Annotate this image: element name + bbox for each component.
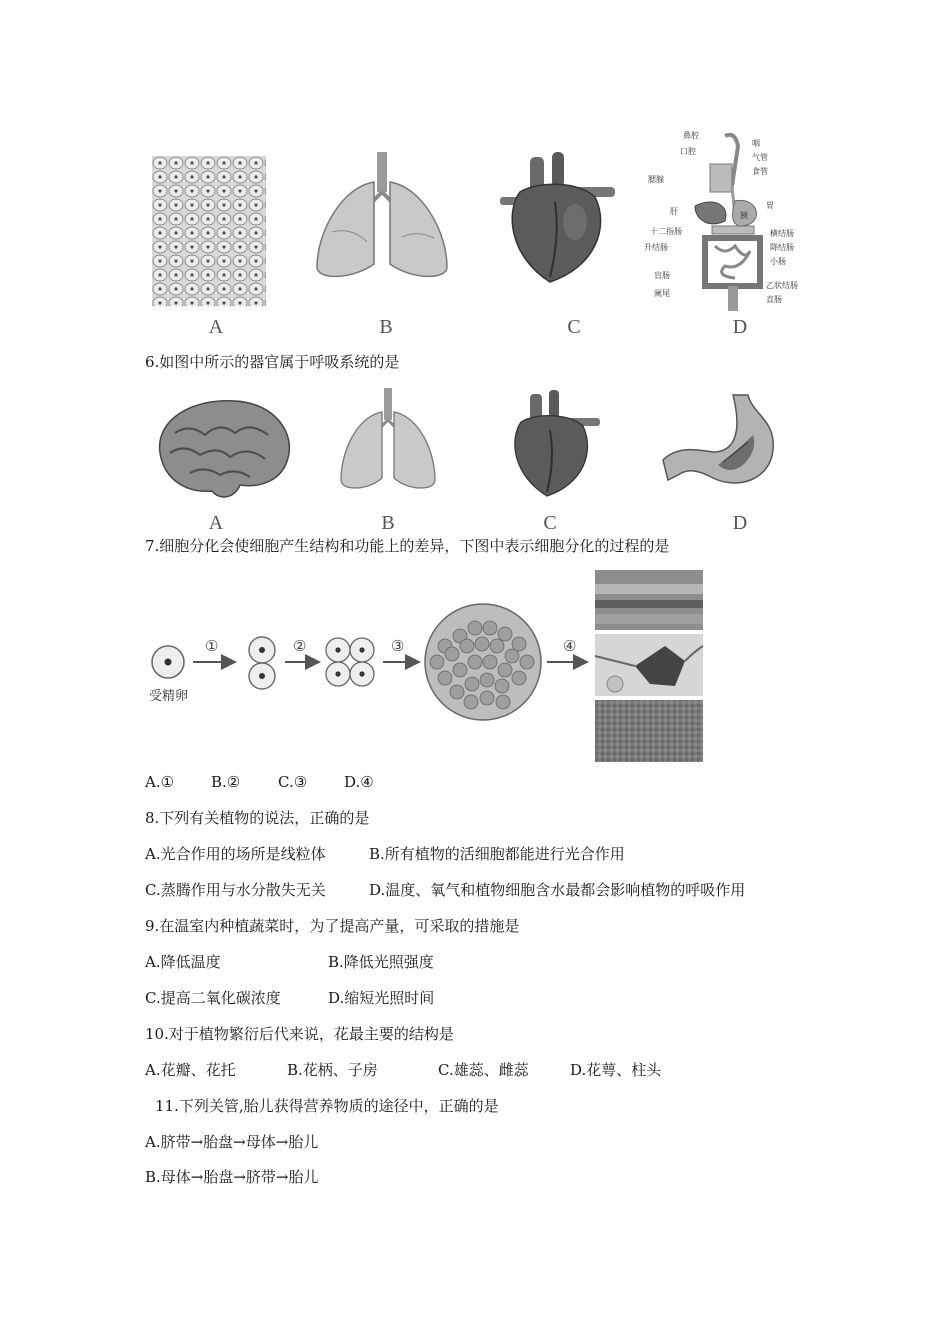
stomach-image xyxy=(658,390,778,495)
step-4-label: ④ xyxy=(563,637,577,655)
question-10-text: 10.对于植物繁衍后代来说，花最主要的结构是 xyxy=(145,1025,454,1043)
step-2-label: ② xyxy=(293,637,307,655)
label-small-intestine: 小肠 xyxy=(770,257,786,266)
label-descending-colon: 降结肠 xyxy=(770,243,794,252)
figure1-letter-a: A xyxy=(208,316,224,338)
label-rectum: 直肠 xyxy=(766,295,782,304)
label-pharynx: 咽 xyxy=(752,139,760,148)
label-cecum: 盲肠 xyxy=(654,271,670,280)
muscle-tissue-image xyxy=(595,570,703,630)
label-appendix: 阑尾 xyxy=(654,289,670,298)
cell-differentiation-diagram xyxy=(145,566,710,766)
question-11-text: 11.下列关管,胎儿获得营养物质的途径中，正确的是 xyxy=(155,1097,499,1115)
cell-mass xyxy=(425,604,541,720)
q6-letter-c: C xyxy=(543,512,557,534)
label-trachea: 气管 xyxy=(752,153,768,162)
label-parotid: 腮腺 xyxy=(648,175,664,184)
step-3-label: ③ xyxy=(391,637,405,655)
q6-letter-d: D xyxy=(732,512,748,534)
q7-option-c[interactable]: C.③ xyxy=(278,773,308,791)
question-9-text: 9.在温室内种植蔬菜时，为了提高产量，可采取的措施是 xyxy=(145,917,520,935)
label-oral-cavity: 口腔 xyxy=(680,147,696,156)
q8-option-c[interactable]: C.蒸腾作用与水分散失无关 xyxy=(145,881,326,899)
q6-letter-a: A xyxy=(208,512,224,534)
q7-option-b[interactable]: B.② xyxy=(211,773,241,791)
label-sigmoid-colon: 乙状结肠 xyxy=(766,281,798,290)
q8-option-a[interactable]: A.光合作用的场所是线粒体 xyxy=(145,845,326,863)
lung-image xyxy=(312,152,452,282)
q7-option-d[interactable]: D.④ xyxy=(344,773,374,791)
tissue-image xyxy=(152,156,266,306)
lung-image-2 xyxy=(338,388,438,493)
q10-option-d[interactable]: D.花萼、柱头 xyxy=(570,1061,662,1079)
q9-option-d[interactable]: D.缩短光照时间 xyxy=(328,989,435,1007)
connective-tissue-image xyxy=(595,700,703,762)
q10-option-b[interactable]: B.花柄、子房 xyxy=(287,1061,378,1079)
step-1-label: ① xyxy=(205,637,219,655)
q6-letter-b: B xyxy=(381,512,395,534)
figure1-letter-d: D xyxy=(732,316,748,338)
label-esophagus: 食管 xyxy=(752,167,768,176)
q11-option-b[interactable]: B.母体→胎盘→脐带→胎儿 xyxy=(145,1168,319,1186)
q9-option-a[interactable]: A.降低温度 xyxy=(145,953,221,971)
q9-option-b[interactable]: B.降低光照强度 xyxy=(328,953,434,971)
question-6-text: 6.如图中所示的器官属于呼吸系统的是 xyxy=(145,353,400,371)
label-stomach: 胃 xyxy=(766,201,774,210)
label-liver: 肝 xyxy=(670,207,678,216)
question-8-text: 8.下列有关植物的说法，正确的是 xyxy=(145,809,370,827)
heart-image xyxy=(500,152,615,287)
q11-option-a[interactable]: A.脐带→胎盘→母体→胎儿 xyxy=(145,1133,319,1151)
label-nasal-cavity: 鼻腔 xyxy=(683,131,699,140)
q7-option-a[interactable]: A.① xyxy=(145,773,175,791)
heart-image-2 xyxy=(505,390,600,500)
q8-option-d[interactable]: D.温度、氧气和植物细胞含水最都会影响植物的呼吸作用 xyxy=(369,881,746,899)
q8-option-b[interactable]: B.所有植物的活细胞都能进行光合作用 xyxy=(369,845,625,863)
zygote-label: 受精卵 xyxy=(149,689,189,704)
brain-image xyxy=(150,393,295,503)
q9-option-c[interactable]: C.提高二氧化碳浓度 xyxy=(145,989,281,1007)
figure1-letter-b: B xyxy=(379,316,393,338)
figure1-letter-c: C xyxy=(567,316,581,338)
q10-option-c[interactable]: C.雄蕊、雌蕊 xyxy=(438,1061,529,1079)
q10-option-a[interactable]: A.花瓣、花托 xyxy=(145,1061,236,1079)
label-transverse-colon: 横结肠 xyxy=(770,229,794,238)
label-pancreas: 胰 xyxy=(740,211,748,220)
digestive-system-image xyxy=(640,126,815,316)
label-ascending-colon: 升结肠 xyxy=(644,243,668,252)
label-duodenum: 十二指肠 xyxy=(650,227,682,236)
nerve-tissue-image xyxy=(595,634,703,696)
question-7-text: 7.细胞分化会使细胞产生结构和功能上的差异，下图中表示细胞分化的过程的是 xyxy=(145,537,670,555)
